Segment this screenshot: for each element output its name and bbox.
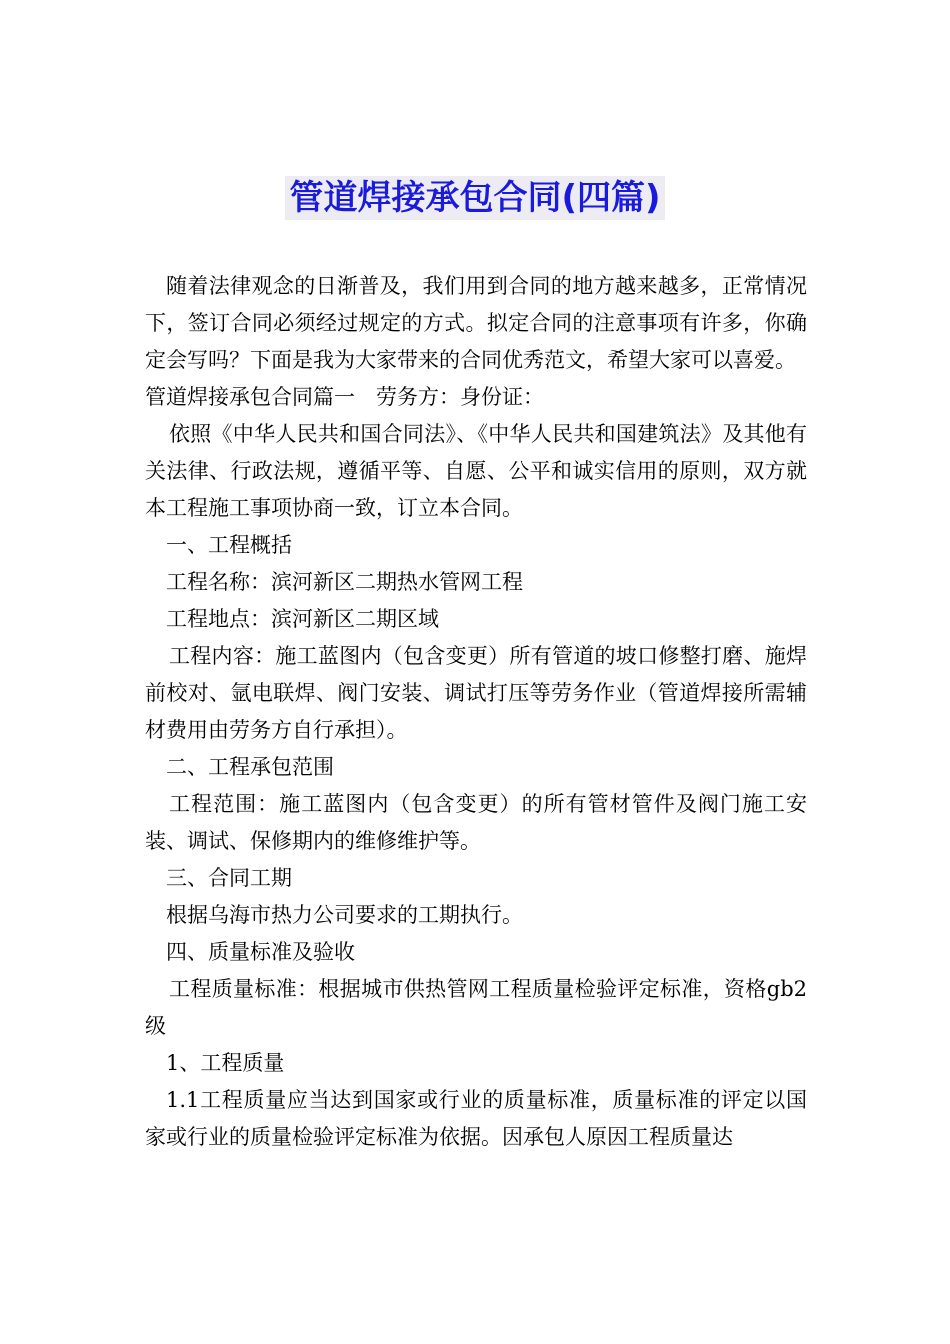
paragraph-4: 工程名称：滨河新区二期热水管网工程 (166, 570, 523, 594)
document-body (145, 268, 807, 1156)
paragraph-6: 工程内容：施工蓝图内（包含变更）所有管道的坡口修整打磨、施焊前校对、氩电联焊、阀门安装、调试打压等劳务作业（管道焊接所需辅材费用由劳务方自行承担）。 (145, 644, 807, 742)
paragraph-9: 三、合同工期 (166, 866, 292, 890)
title-wrap (0, 176, 950, 220)
paragraph-3: 一、工程概括 (166, 533, 292, 557)
paragraph-8: 工程范围：施工蓝图内（包含变更）的所有管材管件及阀门施工安装、调试、保修期内的维修维护等。 (145, 792, 807, 853)
paragraph-7: 二、工程承包范围 (166, 755, 334, 779)
paragraph-2: 依照《中华人民共和国合同法》、《中华人民共和国建筑法》及其他有关法律、行政法规，遵循平等、自愿、公平和诚实信用的原则，双方就本工程施工事项协商一致，订立本合同。 (145, 422, 807, 520)
paragraph-1: 管道焊接承包合同篇一 劳务方：身份证： (145, 385, 544, 409)
paragraph-0: 随着法律观念的日渐普及，我们用到合同的地方越来越多，正常情况下，签订合同必须经过规定的方式。拟定合同的注意事项有许多，你确定会写吗？下面是我为大家带来的合同优秀范文，希望大家可以喜爱。 (145, 274, 807, 372)
paragraph-12: 工程质量标准：根据城市供热管网工程质量检验评定标准，资格gb2级 (145, 977, 807, 1038)
document-title: 管道焊接承包合同(四篇) (285, 176, 664, 220)
paragraph-13: 1、工程质量 (166, 1051, 285, 1075)
paragraph-11: 四、质量标准及验收 (166, 940, 355, 964)
paragraph-14: 1.1工程质量应当达到国家或行业的质量标准，质量标准的评定以国家或行业的质量检验评定标准为依据。因承包人原因工程质量达 (145, 1088, 807, 1149)
paragraph-5: 工程地点：滨河新区二期区域 (166, 607, 439, 631)
paragraph-10: 根据乌海市热力公司要求的工期执行。 (166, 903, 523, 927)
